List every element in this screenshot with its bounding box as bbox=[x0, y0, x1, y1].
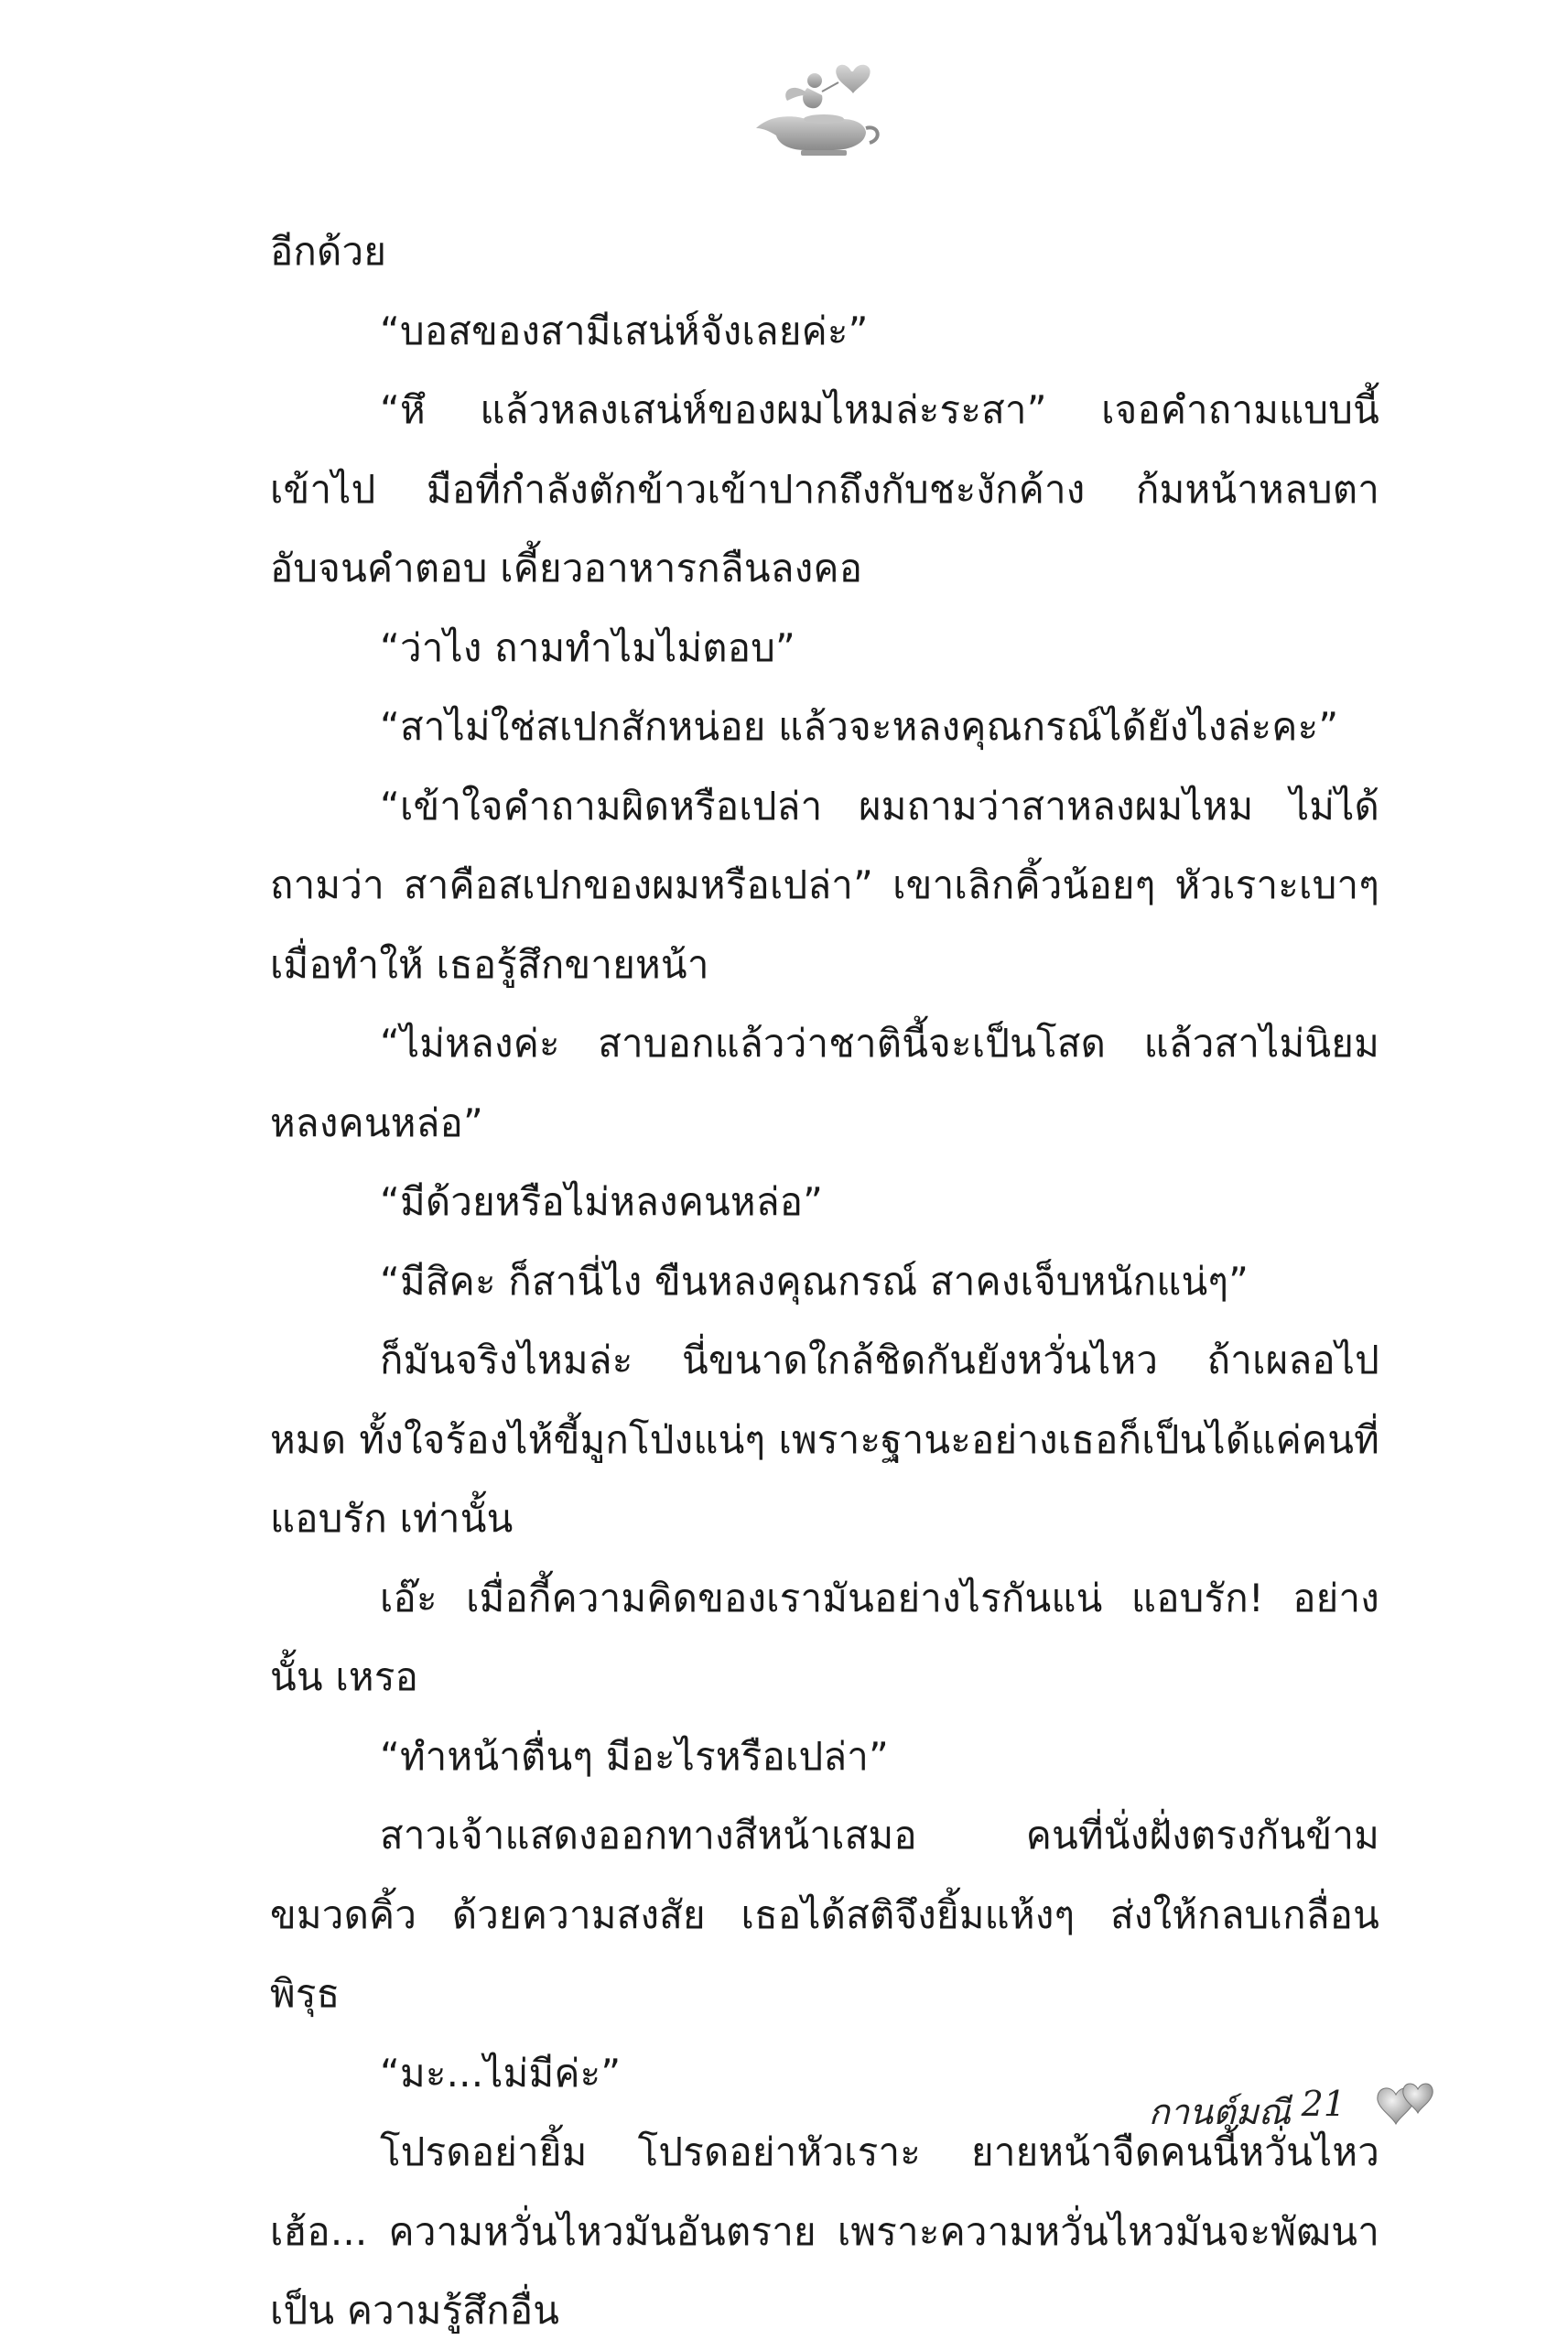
page-number: 21 bbox=[1301, 2084, 1346, 2124]
paragraph: “ว่าไง ถามทำไมไม่ตอบ” bbox=[380, 624, 796, 670]
paragraph: สาวเจ้าแสดงออกทางสีหน้าเสมอ คนที่นั่งฝั่งตรงกันข้ามขมวดคิ้ว ด้วยความสงสัย เธอได้สติจึงยิ้มแห้งๆ ส่งให้กลบเกลื่อนพิรุธ bbox=[270, 1813, 1379, 2016]
hearts-icon bbox=[1368, 2078, 1442, 2133]
paragraph: “มีด้วยหรือไม่หลงคนหล่อ” bbox=[380, 1179, 824, 1224]
paragraph: ก็มันจริงไหมล่ะ นี่ขนาดใกล้ชิดกันยังหวั่นไหว ถ้าเผลอไปหมด ทั้งใจร้องไห้ขี้มูกโป่งแน่ๆ เพราะฐานะอย่างเธอก็เป็นได้แค่คนที่แอบรัก เท่านั้น bbox=[270, 1338, 1379, 1541]
page-footer bbox=[1098, 2078, 1483, 2142]
teapot-cupid-ornament-icon bbox=[751, 55, 888, 160]
paragraph: “ไม่หลงค่ะ สาบอกแล้วว่าชาตินี้จะเป็นโสด แล้วสาไม่นิยม หลงคนหล่อ” bbox=[270, 1021, 1379, 1145]
paragraph: “สาไม่ใช่สเปกสักหน่อย แล้วจะหลงคุณกรณ์ได้ยังไงล่ะคะ” bbox=[380, 704, 1339, 749]
body-text bbox=[270, 212, 1379, 2351]
paragraph: โปรดอย่ายิ้ม โปรดอย่าหัวเราะ ยายหน้าจืดคนนี้หวั่นไหว เฮ้อ... ความหวั่นไหวมันอันตราย เพราะความหวั่นไหวมันจะพัฒนาเป็น ความรู้สึกอื่น bbox=[270, 2129, 1379, 2333]
paragraph: “บอสของสามีเสน่ห์จังเลยค่ะ” bbox=[380, 308, 869, 353]
paragraph: “มีสิคะ ก็สานี่ไง ขืนหลงคุณกรณ์ สาคงเจ็บหนักแน่ๆ” bbox=[380, 1258, 1249, 1304]
paragraph: อีกด้วย bbox=[270, 229, 387, 274]
paragraph: “ทำหน้าตื่นๆ มีอะไรหรือเปล่า” bbox=[380, 1733, 890, 1779]
book-title: กานต์มณี bbox=[1148, 2092, 1291, 2132]
paragraph: เอ๊ะ เมื่อกี้ความคิดของเรามันอย่างไรกันแน่ แอบรัก! อย่างนั้น เหรอ bbox=[270, 1575, 1379, 1699]
paragraph: “เข้าใจคำถามผิดหรือเปล่า ผมถามว่าสาหลงผมไหม ไม่ได้ถามว่า สาคือสเปกของผมหรือเปล่า” เขาเลิกคิ้วน้อยๆ หัวเราะเบาๆ เมื่อทำให้ เธอรู้สึกขายหน้า bbox=[270, 783, 1379, 987]
paragraph: “หึ แล้วหลงเสน่ห์ของผมไหมล่ะระสา” เจอคำถามแบบนี้เข้าไป มือที่กำลังตักข้าวเข้าปากถึงกับชะงักค้าง ก้มหน้าหลบตาอับจนคำตอบ เคี้ยวอาหารกลืนลงคอ bbox=[270, 387, 1379, 590]
paragraph: “มะ...ไม่มีค่ะ” bbox=[380, 2050, 622, 2096]
